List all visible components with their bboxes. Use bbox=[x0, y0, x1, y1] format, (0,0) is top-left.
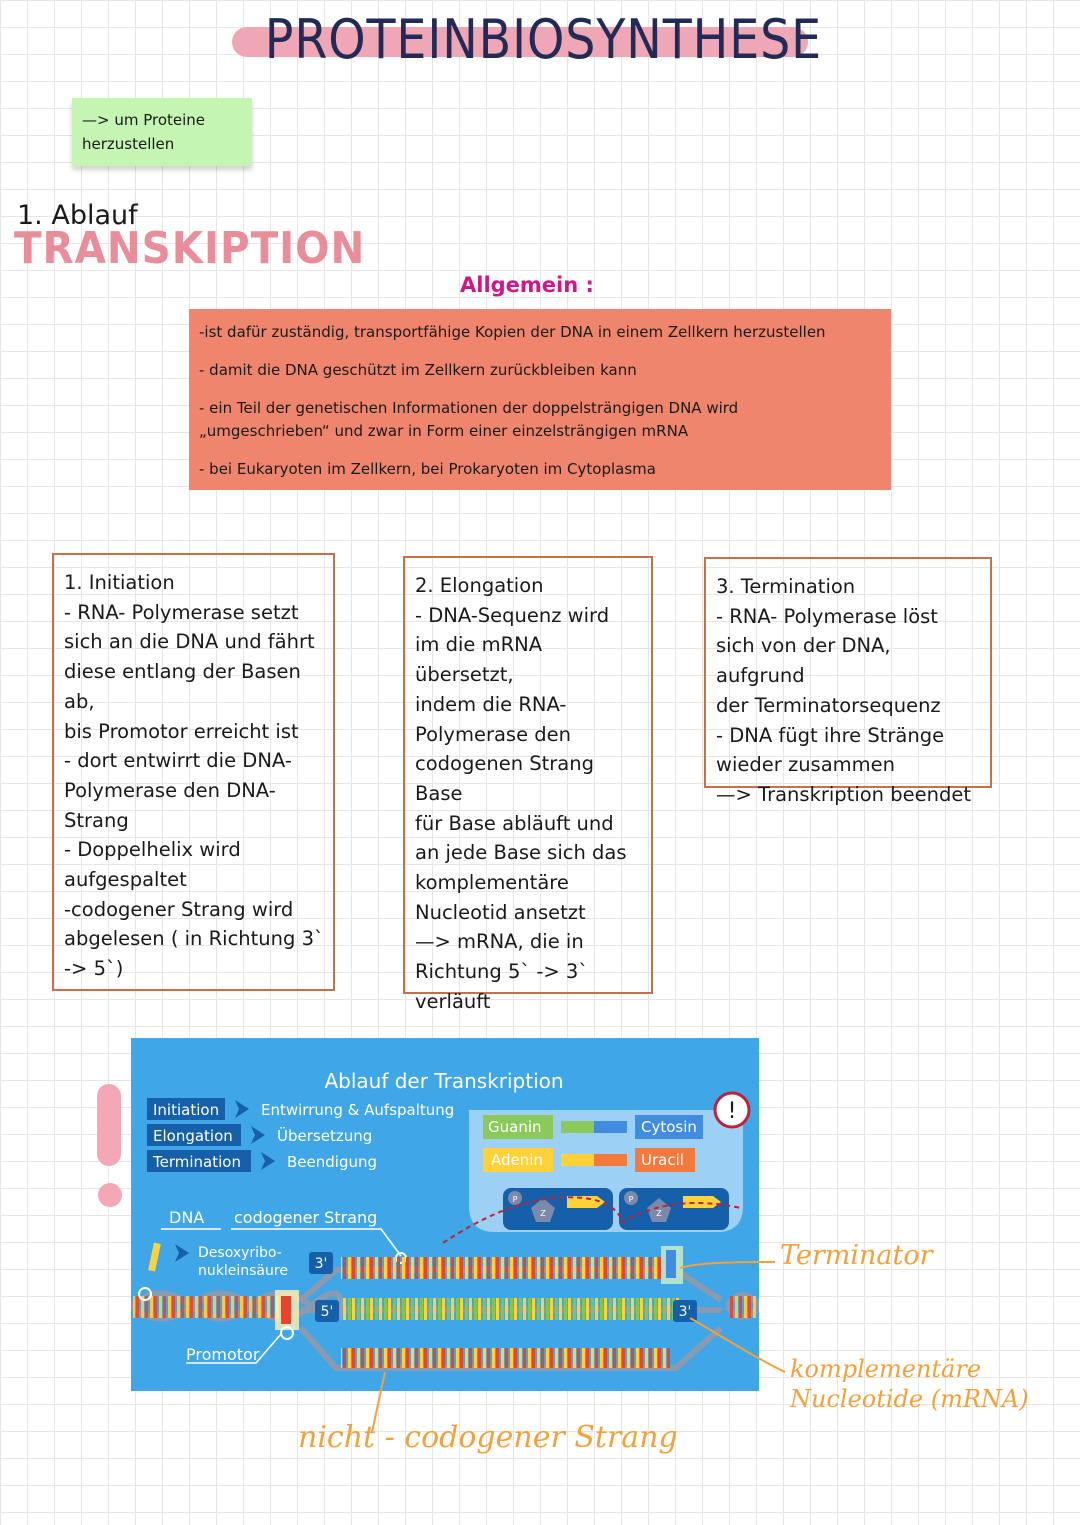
phosphate-label: P bbox=[512, 1195, 518, 1204]
label-5-prime: 5' bbox=[320, 1304, 334, 1320]
note-line-1: —> um Proteine bbox=[82, 111, 206, 129]
terminator-pointer bbox=[680, 1262, 775, 1268]
nucleotide-pointer bbox=[690, 1318, 785, 1372]
step-text: 2. Elongation - DNA-Sequenz wird im die mRNA übersetzt, indem die RNA- Polymerase den codogenen Strang Base für Base abläuft und an jede Base sich das komplementäre Nucleotid ansetzt —> mRNA, die in Richtung 5` -> 3` verläuft bbox=[415, 574, 627, 1013]
allgemein-point: -ist dafür zuständig, transportfähige Kopien der DNA in einem Zellkern herzustellen bbox=[199, 323, 826, 341]
legend-guanin: Guanin bbox=[488, 1118, 542, 1136]
label-desoxy-2: nukleinsäure bbox=[198, 1263, 288, 1279]
annotation-komplementaer-2: Nucleotide (mRNA) bbox=[790, 1385, 1029, 1413]
label-3-prime-left: 3' bbox=[314, 1256, 328, 1272]
label-3-prime-right: 3' bbox=[678, 1304, 692, 1320]
label-promotor: Promotor bbox=[186, 1345, 260, 1364]
phase-desc: Übersetzung bbox=[277, 1127, 373, 1145]
sugar-label: Z bbox=[656, 1209, 662, 1218]
section-subheading: TRANSKIPTION bbox=[14, 223, 366, 274]
allgemein-heading: Allgemein : bbox=[460, 273, 594, 297]
step-text: 1. Initiation - RNA- Polymerase setzt sich an die DNA und fährt diese entlang der Basen ab, bis Promotor erreicht ist - dort entwirrt die DNA- Polymerase den DNA- Strang - Doppelhelix wird aufgespaltet -codogener Strang wird abgelesen ( in Richtung 3` -> 5`) bbox=[64, 571, 324, 981]
phase-label: Initiation bbox=[153, 1101, 220, 1119]
allgemein-point: - bei Eukaryoten im Zellkern, bei Prokaryoten im Cytoplasma bbox=[199, 460, 656, 478]
label-dna: DNA bbox=[169, 1208, 205, 1227]
legend-adenin: Adenin bbox=[491, 1151, 543, 1169]
sugar-label: Z bbox=[540, 1209, 546, 1218]
phosphate-label: P bbox=[628, 1195, 634, 1204]
legend-cytosin: Cytosin bbox=[641, 1118, 697, 1136]
section-heading: 1. Ablauf bbox=[17, 200, 138, 231]
allgemein-point: - ein Teil der genetischen Informationen der doppelsträngigen DNA wird „umgeschrieben“ und zwar in Form einer einzelsträngigen mRNA bbox=[199, 399, 739, 440]
note-line-2: herzustellen bbox=[82, 135, 175, 153]
step-text: 3. Termination - RNA- Polymerase löst sich von der DNA, aufgrund der Terminatorsequenz - DNA fügt ihre Stränge wieder zusammen —> Transkription beendet bbox=[716, 575, 971, 806]
warning-mark: ! bbox=[727, 1099, 737, 1124]
label-codogen: codogener Strang bbox=[234, 1208, 378, 1227]
phase-desc: Beendigung bbox=[287, 1153, 377, 1171]
page-title: PROTEINBIOSYNTHESE bbox=[264, 8, 823, 71]
legend-uracil: Uracil bbox=[641, 1151, 684, 1169]
phase-label: Elongation bbox=[153, 1127, 233, 1145]
allgemein-point: - damit die DNA geschützt im Zellkern zurückbleiben kann bbox=[199, 361, 637, 379]
phase-label: Termination bbox=[153, 1153, 241, 1171]
annotation-terminator: Terminator bbox=[780, 1240, 933, 1271]
phase-desc: Entwirrung & Aufspaltung bbox=[261, 1101, 455, 1119]
annotation-komplementaer-1: komplementäre bbox=[790, 1355, 982, 1383]
label-desoxy-1: Desoxyribo- bbox=[198, 1245, 282, 1261]
annotation-nicht-codogen: nicht - codogener Strang bbox=[298, 1420, 678, 1455]
figure-title: Ablauf der Transkription bbox=[324, 1069, 564, 1093]
